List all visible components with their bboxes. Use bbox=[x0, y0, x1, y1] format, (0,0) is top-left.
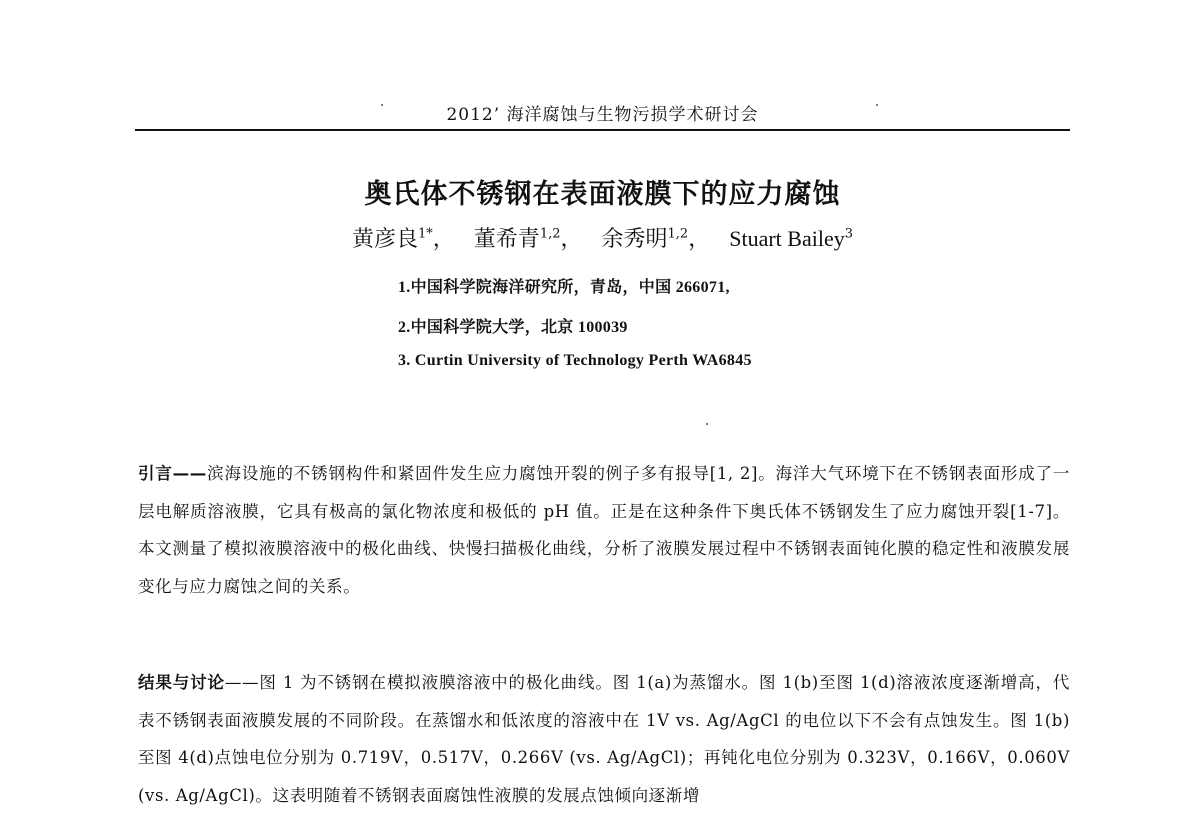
intro-text: 滨海设施的不锈钢构件和紧固件发生应力腐蚀开裂的例子多有报导[1, 2]。海洋大气环境下在不锈钢表面形成了一层电解质溶液膜，它具有极高的氯化物浓度和极低的 pH 值。正是在这种条件下奥氏体不锈钢发生了应力腐蚀开裂[1-7]。本文测量了模拟液膜溶液中的极化曲线、快慢扫描极化曲线，分析了液膜发展过程中不锈钢表面钝化膜的稳定性和液膜发展变化与应力腐蚀之间的关系。 bbox=[138, 464, 1070, 596]
author-separator: ， bbox=[560, 227, 583, 252]
author-name: 董希青 bbox=[473, 227, 540, 252]
author-separator: ， bbox=[432, 227, 455, 252]
results-lead: 结果与讨论 bbox=[138, 673, 225, 692]
results-paragraph bbox=[138, 664, 1070, 814]
author-affil-mark: 1* bbox=[418, 226, 433, 242]
author-1 bbox=[352, 222, 463, 253]
author-affil-mark: 3 bbox=[844, 226, 853, 242]
scan-speck bbox=[876, 104, 878, 106]
header-rule bbox=[135, 129, 1070, 131]
author-name: 黄彦良 bbox=[351, 227, 418, 252]
running-header: 2012’ 海洋腐蚀与生物污损学术研讨会 bbox=[446, 105, 759, 125]
author-name: Stuart Bailey bbox=[729, 226, 845, 251]
intro-paragraph bbox=[138, 455, 1070, 605]
author-list bbox=[135, 222, 1070, 253]
author-affil-mark: 1,2 bbox=[667, 226, 689, 242]
affiliation-3: 3. Curtin University of Technology Perth WA6845 bbox=[398, 352, 752, 369]
scan-speck bbox=[381, 104, 383, 106]
author-2 bbox=[474, 222, 591, 253]
affiliation-2: 2.中国科学院大学，北京 100039 bbox=[398, 319, 628, 336]
affiliation-1: 1.中国科学院海洋研究所，青岛，中国 266071, bbox=[398, 279, 730, 296]
author-name: 余秀明 bbox=[601, 227, 668, 252]
paper-title: 奥氏体不锈钢在表面液膜下的应力腐蚀 bbox=[364, 179, 841, 210]
author-4 bbox=[729, 226, 853, 252]
author-3 bbox=[602, 222, 719, 253]
author-affil-mark: 1,2 bbox=[539, 226, 561, 242]
scan-speck bbox=[706, 423, 708, 425]
intro-lead: 引言—— bbox=[138, 464, 207, 483]
author-separator: ， bbox=[688, 227, 711, 252]
results-text: ——图 1 为不锈钢在模拟液膜溶液中的极化曲线。图 1(a)为蒸馏水。图 1(b)至图 1(d)溶液浓度逐渐增高，代表不锈钢表面液膜发展的不同阶段。在蒸馏水和低浓度的溶液中在 1V vs. Ag/AgCl 的电位以下不会有点蚀发生。图 1(b)至图 4(d)点蚀电位分别为 0.719V，0.517V，0.266V (vs. Ag/AgCl)；再钝化电位分别为 0.323V，0.166V，0.060V (vs. Ag/AgCl)。这表明随着不锈钢表面腐蚀性液膜的发展点蚀倾向逐渐增 bbox=[138, 673, 1071, 805]
